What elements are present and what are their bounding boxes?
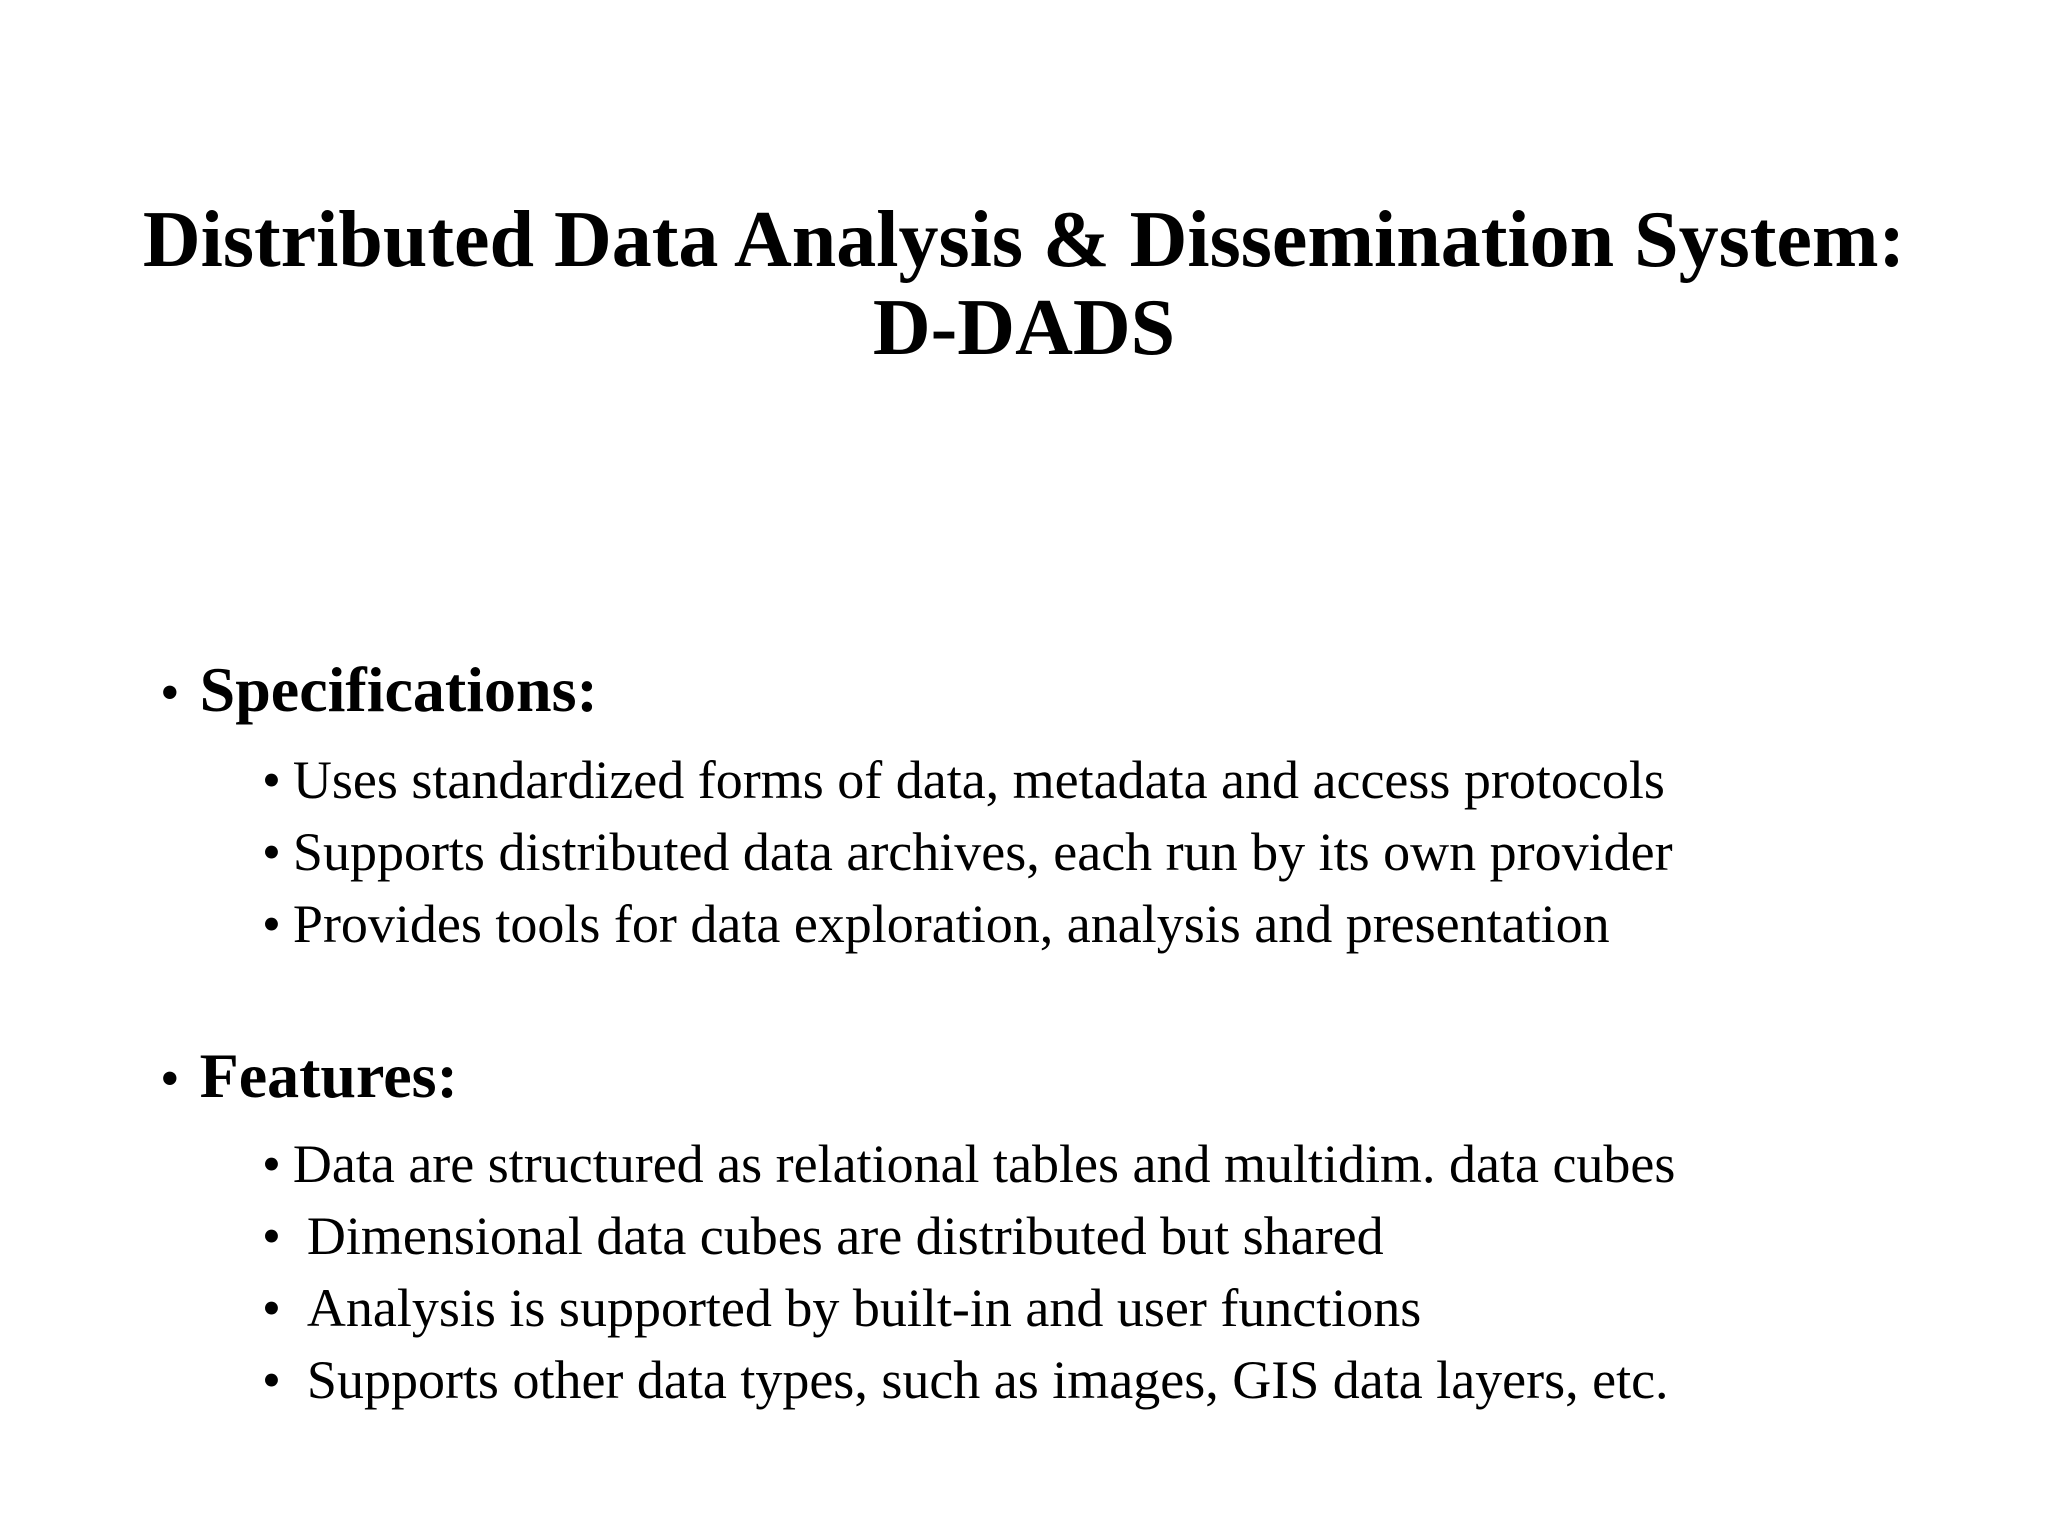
slide-title <box>0 196 2048 372</box>
slide-title-line-2: D-DADS <box>872 284 1176 372</box>
list-item: • Analysis is supported by built-in and user functions <box>262 1278 1422 1338</box>
list-item: • Uses standardized forms of data, metadata and access protocols <box>262 750 1665 810</box>
bullet-icon: • <box>262 894 281 954</box>
list-item: • Dimensional data cubes are distributed but shared <box>262 1206 1384 1266</box>
bullet-icon: • <box>262 750 281 810</box>
bullet-icon: • <box>160 1048 180 1110</box>
features-heading <box>160 1040 458 1115</box>
slide-title-line-1: Distributed Data Analysis & Dissemination System: <box>142 196 1906 284</box>
list-item: • Provides tools for data exploration, analysis and presentation <box>262 894 1610 954</box>
specifications-heading-text: Specifications: <box>199 654 598 725</box>
bullet-icon: • <box>160 662 180 724</box>
features-list <box>262 1128 1675 1416</box>
bullet-icon: • <box>262 822 281 882</box>
bullet-icon: • <box>262 1134 281 1194</box>
list-item: • Supports distributed data archives, each run by its own provider <box>262 822 1673 882</box>
bullet-icon: • <box>262 1278 281 1338</box>
specifications-list <box>262 744 1673 960</box>
bullet-icon: • <box>262 1206 281 1266</box>
features-heading-text: Features: <box>199 1040 458 1111</box>
list-item: • Data are structured as relational tables and multidim. data cubes <box>262 1134 1676 1194</box>
bullet-icon: • <box>262 1350 281 1410</box>
specifications-heading <box>160 654 598 729</box>
list-item: • Supports other data types, such as images, GIS data layers, etc. <box>262 1350 1669 1410</box>
